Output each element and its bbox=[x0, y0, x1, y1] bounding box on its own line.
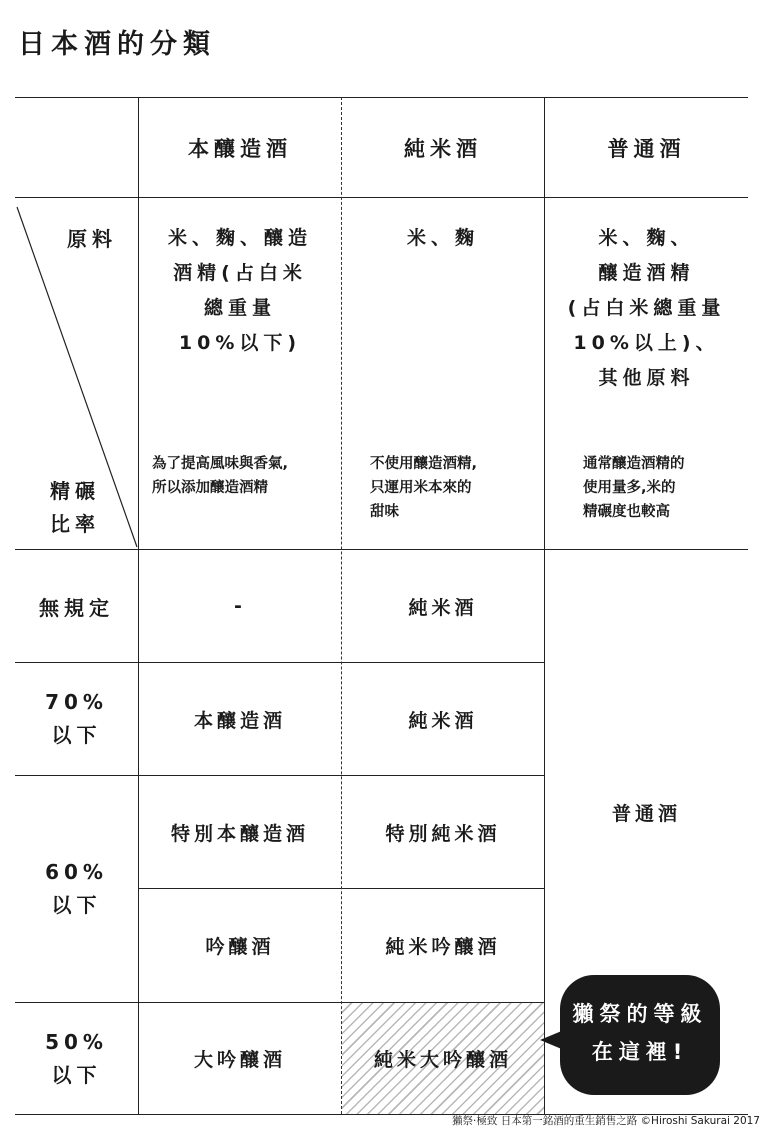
callout-line2: 在這裡! bbox=[591, 1040, 689, 1064]
note-futsu bbox=[583, 452, 743, 524]
row-label-50 bbox=[15, 1026, 138, 1092]
corner-polish-line1: 精碾 bbox=[50, 479, 100, 503]
note-junmai-line: 甜味 bbox=[370, 504, 399, 520]
cell-futsu-span: 普通酒 bbox=[611, 803, 681, 825]
callout-line1: 獺祭的等級 bbox=[572, 1002, 708, 1026]
callout-text bbox=[560, 995, 720, 1071]
cell-none-junmai: 純米酒 bbox=[408, 596, 478, 619]
cell-60a-honjozo: 特別本釀造酒 bbox=[170, 822, 309, 845]
header-futsu: 普通酒 bbox=[607, 136, 686, 161]
ingredients-honjozo-line: 總重量 bbox=[203, 297, 276, 319]
ingredients-honjozo-line: 酒精(占白米 bbox=[173, 262, 307, 284]
row-label-none: 無規定 bbox=[39, 595, 114, 620]
row-label-50-line1: 50% bbox=[45, 1030, 108, 1054]
cell-none-honjozo: - bbox=[234, 595, 246, 617]
corner-polish-line2: 比率 bbox=[50, 512, 100, 536]
note-junmai bbox=[370, 452, 540, 524]
row-label-50-line2: 以下 bbox=[51, 1063, 102, 1087]
ingredients-junmai bbox=[342, 221, 544, 256]
cell-50-honjozo: 大吟釀酒 bbox=[193, 1049, 286, 1071]
ingredients-futsu-line: 10%以上)、 bbox=[573, 332, 720, 354]
ingredients-futsu bbox=[545, 221, 748, 396]
note-junmai-line: 不使用釀造酒精, bbox=[370, 456, 478, 472]
corner-polish-label bbox=[42, 475, 108, 541]
note-honjozo bbox=[152, 452, 338, 500]
ingredients-honjozo bbox=[139, 221, 341, 361]
callout-bubble bbox=[560, 975, 720, 1095]
note-futsu-line: 通常釀造酒精的 bbox=[583, 456, 685, 472]
header-honjozo: 本釀造酒 bbox=[188, 136, 292, 161]
cell-60a-junmai: 特別純米酒 bbox=[385, 822, 501, 845]
note-honjozo-line: 為了提高風味與香氣, bbox=[152, 456, 289, 472]
note-futsu-line: 精碾度也較高 bbox=[583, 504, 670, 520]
cell-60b-honjozo: 吟釀酒 bbox=[205, 936, 275, 958]
note-futsu-line: 使用量多,米的 bbox=[583, 480, 676, 496]
ingredients-junmai-line: 米、麴 bbox=[406, 227, 479, 249]
cell-50-junmai: 純米大吟釀酒 bbox=[373, 1049, 512, 1071]
note-junmai-line: 只運用米本來的 bbox=[370, 480, 472, 496]
row-label-60-line2: 以下 bbox=[51, 893, 102, 917]
cell-70-honjozo: 本釀造酒 bbox=[193, 709, 286, 732]
corner-ingredients-label: 原料 bbox=[67, 227, 117, 251]
row-label-60-line1: 60% bbox=[45, 860, 108, 884]
row-label-70-line2: 以下 bbox=[51, 723, 102, 747]
ingredients-futsu-line: (占白米總重量 bbox=[567, 297, 726, 319]
page-title: 日本酒的分類 bbox=[18, 29, 216, 60]
note-honjozo-line: 所以添加釀造酒精 bbox=[152, 480, 268, 496]
ingredients-futsu-line: 米、麴、 bbox=[598, 227, 695, 249]
header-junmai: 純米酒 bbox=[404, 136, 482, 161]
row-label-70 bbox=[15, 686, 138, 752]
cell-70-junmai: 純米酒 bbox=[408, 709, 478, 732]
footer-credit: 獺祭·極致 日本第一銘酒的重生銷售之路 ©Hiroshi Sakurai 2017 bbox=[452, 1115, 760, 1127]
ingredients-honjozo-line: 10%以下) bbox=[178, 332, 302, 354]
ingredients-futsu-line: 釀造酒精 bbox=[598, 262, 695, 284]
ingredients-futsu-line: 其他原料 bbox=[598, 367, 695, 389]
ingredients-honjozo-line: 米、麴、釀造 bbox=[167, 227, 312, 249]
row-label-70-line1: 70% bbox=[45, 690, 108, 714]
row-label-60 bbox=[15, 856, 138, 922]
cell-60b-junmai: 純米吟釀酒 bbox=[385, 936, 501, 958]
